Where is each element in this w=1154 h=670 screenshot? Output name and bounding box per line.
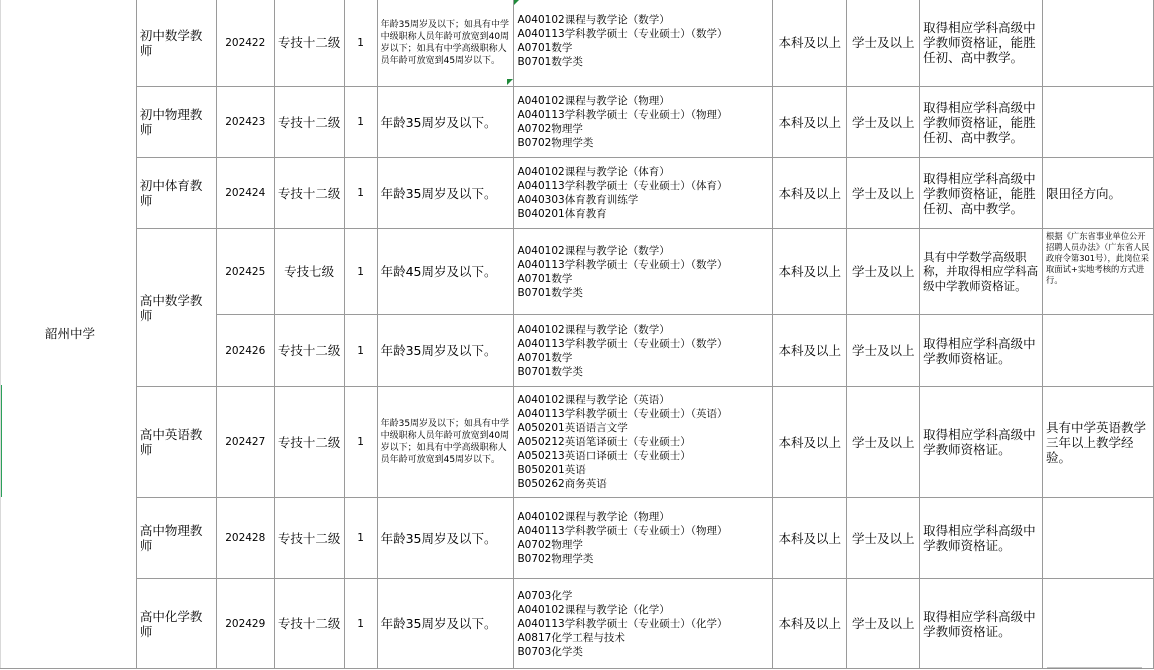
degree-cell[interactable]: 学士及以上	[847, 158, 920, 229]
major-item: B0701数学类	[517, 365, 583, 378]
position-cell[interactable]: 高中数学教师	[136, 229, 216, 387]
cert-cell[interactable]: 取得相应学科高级中学教师资格证。	[920, 387, 1043, 498]
code-cell[interactable]: 202425	[216, 229, 274, 315]
major-item: A040113学科教学硕士（专业硕士）（体育）	[517, 180, 728, 192]
table-row[interactable]	[1, 498, 1154, 579]
code-cell[interactable]: 202422	[216, 0, 274, 87]
major-item: B050201英语	[517, 464, 586, 476]
education-cell[interactable]: 本科及以上	[773, 315, 847, 387]
code-cell[interactable]: 202424	[216, 158, 274, 229]
degree-cell[interactable]: 学士及以上	[847, 579, 920, 669]
grade-cell[interactable]: 专技十二级	[274, 158, 344, 229]
code-cell[interactable]: 202429	[216, 579, 274, 669]
note-cell[interactable]: 具有中学英语教学三年以上教学经验。	[1043, 387, 1154, 498]
school-cell[interactable]: 韶州中学	[1, 0, 137, 669]
cert-cell[interactable]: 取得相应学科高级中学教师资格证，能胜任初、高中教学。	[920, 87, 1043, 158]
degree-cell[interactable]: 学士及以上	[847, 315, 920, 387]
table-row[interactable]	[1, 579, 1154, 669]
major-item: A040102课程与教学论（英语）	[517, 394, 670, 406]
degree-cell[interactable]: 学士及以上	[847, 498, 920, 579]
count-cell[interactable]: 1	[344, 315, 377, 387]
age-cell[interactable]: 年龄35周岁及以下。	[377, 158, 514, 229]
cert-cell[interactable]: 具有中学数学高级职称，并取得相应学科高级中学教师资格证。	[920, 229, 1043, 315]
age-cell[interactable]: 年龄35周岁及以下；如具有中学中级职称人员年龄可放宽到40周岁以下；如具有中学高级职称人员年龄可放宽到45周岁以下。	[377, 387, 514, 498]
table-row[interactable]	[1, 158, 1154, 229]
education-cell[interactable]: 本科及以上	[773, 387, 847, 498]
grade-cell[interactable]: 专技十二级	[274, 315, 344, 387]
major-item: A0701数学	[517, 42, 573, 54]
note-cell[interactable]	[1043, 87, 1154, 158]
education-cell[interactable]: 本科及以上	[773, 579, 847, 669]
major-item: A040102课程与教学论（体育）	[517, 166, 670, 178]
age-cell[interactable]: 年龄35周岁及以下。	[377, 498, 514, 579]
count-cell[interactable]: 1	[344, 498, 377, 579]
comment-marker-icon	[514, 0, 520, 5]
education-cell[interactable]: 本科及以上	[773, 158, 847, 229]
majors-cell[interactable]	[514, 315, 773, 387]
position-cell[interactable]: 高中物理教师	[136, 498, 216, 579]
major-item: A0703化学	[517, 589, 573, 602]
major-item: A040113学科教学硕士（专业硕士）（化学）	[517, 617, 728, 630]
major-item: A0701数学	[517, 351, 573, 364]
major-item: A040113学科教学硕士（专业硕士）（物理）	[517, 525, 728, 537]
grade-cell[interactable]: 专技十二级	[274, 498, 344, 579]
note-cell[interactable]: 限田径方向。	[1043, 158, 1154, 229]
major-item: A0702物理学	[517, 123, 583, 135]
major-item: A040113学科教学硕士（专业硕士）（数学）	[517, 28, 728, 40]
position-cell[interactable]: 初中体育教师	[136, 158, 216, 229]
comment-marker-icon	[507, 79, 513, 85]
table-row[interactable]	[1, 229, 1154, 315]
grade-cell[interactable]: 专技十二级	[274, 387, 344, 498]
count-cell[interactable]: 1	[344, 387, 377, 498]
major-item: B050262商务英语	[517, 478, 607, 490]
major-item: A040102课程与教学论（物理）	[517, 95, 670, 107]
majors-cell[interactable]	[514, 387, 773, 498]
note-cell[interactable]	[1043, 579, 1154, 669]
major-item: A050212英语笔译硕士（专业硕士）	[517, 436, 691, 448]
major-item: A0701数学	[517, 272, 573, 285]
major-item: B040201体育教育	[517, 208, 607, 220]
code-cell[interactable]: 202423	[216, 87, 274, 158]
major-item: A040102课程与教学论（数学）	[517, 14, 670, 26]
majors-cell[interactable]	[514, 0, 773, 87]
major-item: A040113学科教学硕士（专业硕士）（物理）	[517, 109, 728, 121]
note-cell[interactable]	[1043, 315, 1154, 387]
major-item: A040102课程与教学论（化学）	[517, 603, 670, 616]
code-cell[interactable]: 202426	[216, 315, 274, 387]
position-cell[interactable]: 高中化学教师	[136, 579, 216, 669]
major-item: A040113学科教学硕士（专业硕士）（英语）	[517, 408, 728, 420]
cert-cell[interactable]: 取得相应学科高级中学教师资格证，能胜任初、高中教学。	[920, 158, 1043, 229]
note-cell[interactable]: 根据《广东省事业单位公开招聘人员办法》（广东省人民政府令第301号），此岗位采取面试+实地考核的方式进行。	[1043, 229, 1154, 315]
majors-cell[interactable]	[514, 498, 773, 579]
major-item: B0703化学类	[517, 645, 583, 658]
majors-cell[interactable]	[514, 87, 773, 158]
major-item: A040113学科教学硕士（专业硕士）（数学）	[517, 337, 728, 350]
code-cell[interactable]: 202428	[216, 498, 274, 579]
major-item: B0701数学类	[517, 286, 583, 299]
table-row[interactable]	[1, 87, 1154, 158]
note-cell[interactable]	[1043, 0, 1154, 87]
cert-cell[interactable]: 取得相应学科高级中学教师资格证。	[920, 579, 1043, 669]
count-cell[interactable]: 1	[344, 0, 377, 87]
count-cell[interactable]: 1	[344, 158, 377, 229]
majors-cell[interactable]	[514, 158, 773, 229]
code-cell[interactable]: 202427	[216, 387, 274, 498]
education-cell[interactable]: 本科及以上	[773, 87, 847, 158]
count-cell[interactable]: 1	[344, 87, 377, 158]
position-cell[interactable]: 初中数学教师	[136, 0, 216, 87]
major-item: A040102课程与教学论（物理）	[517, 511, 670, 523]
major-item: A040102课程与教学论（数学）	[517, 323, 670, 336]
position-cell[interactable]: 高中英语教师	[136, 387, 216, 498]
major-item: A050201英语语言文学	[517, 422, 628, 434]
major-item: A040303体育教育训练学	[517, 194, 639, 206]
cert-cell[interactable]: 取得相应学科高级中学教师资格证。	[920, 315, 1043, 387]
age-cell[interactable]: 年龄35周岁及以下。	[377, 579, 514, 669]
grade-cell[interactable]: 专技十二级	[274, 0, 344, 87]
age-cell[interactable]: 年龄35周岁及以下。	[377, 315, 514, 387]
major-item: A050213英语口译硕士（专业硕士）	[517, 450, 691, 462]
degree-cell[interactable]: 学士及以上	[847, 87, 920, 158]
age-cell[interactable]	[377, 0, 514, 87]
education-cell[interactable]: 本科及以上	[773, 229, 847, 315]
major-item: A040113学科教学硕士（专业硕士）（数学）	[517, 258, 728, 271]
next-row-fragment	[1047, 665, 1154, 670]
education-cell[interactable]: 本科及以上	[773, 0, 847, 87]
age-text: 年龄35周岁及以下；如具有中学中级职称人员年龄可放宽到40周岁以下；如具有中学高级职称人员年龄可放宽到45周岁以下。	[380, 19, 510, 66]
degree-cell[interactable]: 学士及以上	[847, 387, 920, 498]
grade-cell[interactable]: 专技十二级	[274, 87, 344, 158]
table-row[interactable]	[1, 387, 1154, 498]
position-cell[interactable]: 初中物理教师	[136, 87, 216, 158]
cert-cell[interactable]: 取得相应学科高级中学教师资格证，能胜任初、高中教学。	[920, 0, 1043, 87]
grade-cell[interactable]: 专技七级	[274, 229, 344, 315]
age-cell[interactable]: 年龄45周岁及以下。	[377, 229, 514, 315]
degree-cell[interactable]: 学士及以上	[847, 0, 920, 87]
majors-cell[interactable]	[514, 229, 773, 315]
majors-cell[interactable]	[514, 579, 773, 669]
major-item: A0817化学工程与技术	[517, 631, 625, 644]
major-item: A040102课程与教学论（数学）	[517, 244, 670, 257]
grade-cell[interactable]: 专技十二级	[274, 579, 344, 669]
degree-cell[interactable]: 学士及以上	[847, 229, 920, 315]
major-item: A0702物理学	[517, 539, 583, 551]
cert-cell[interactable]: 取得相应学科高级中学教师资格证。	[920, 498, 1043, 579]
count-cell[interactable]: 1	[344, 579, 377, 669]
major-item: B0702物理学类	[517, 137, 594, 149]
note-cell[interactable]	[1043, 498, 1154, 579]
major-item: B0701数学类	[517, 56, 583, 68]
education-cell[interactable]: 本科及以上	[773, 498, 847, 579]
age-cell[interactable]: 年龄35周岁及以下。	[377, 87, 514, 158]
table-row[interactable]	[1, 0, 1154, 87]
major-item: B0702物理学类	[517, 553, 594, 565]
count-cell[interactable]: 1	[344, 229, 377, 315]
